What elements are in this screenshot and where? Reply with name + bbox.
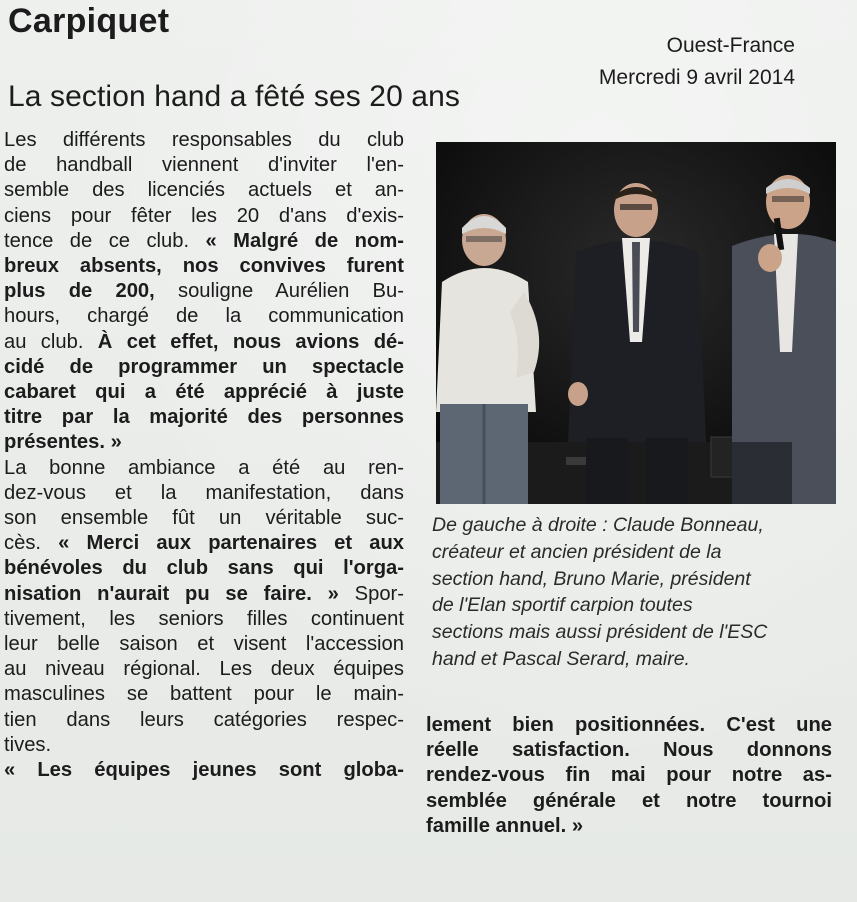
article-text-line: Les différents responsables du club <box>4 129 404 151</box>
caption-line: De gauche à droite : Claude Bonneau, <box>432 514 764 536</box>
source-block <box>599 30 795 94</box>
article-text-line: tien dans leurs catégories respec- <box>4 708 404 731</box>
article-text-line <box>4 531 404 556</box>
article-text-line: rendez-vous fin mai pour notre as- <box>426 764 832 787</box>
article-text-line: semblée générale et notre tournoi <box>426 789 832 812</box>
article-text-line <box>4 229 404 254</box>
body-text: au club. <box>4 330 98 353</box>
caption-line: de l'Elan sportif carpion toutes <box>432 594 693 617</box>
article-text-line: dez-vous et la manifestation, dans <box>4 481 404 504</box>
photo-caption <box>432 512 832 673</box>
caption-line: sections mais aussi président de l'ESC <box>432 621 768 644</box>
article-text-line <box>4 279 404 304</box>
photo-three-men-on-stage <box>436 142 836 504</box>
article-text-line: La bonne ambiance a été au ren- <box>4 456 404 479</box>
article-text-line: présentes. » <box>4 431 122 454</box>
article-text-line <box>4 330 404 355</box>
article-text-line: masculines se battent pour le main- <box>4 683 404 706</box>
section-name: Carpiquet <box>8 2 170 40</box>
article-text-line: cidé de programmer un spectacle <box>4 355 404 378</box>
quote-text: « Malgré de nom- <box>205 229 404 252</box>
article-left-column <box>4 128 404 783</box>
article-text-line: leur belle saison et visent l'accession <box>4 633 404 656</box>
article-text-line: de handball viennent d'inviter l'en- <box>4 154 404 177</box>
article-text-line: son ensemble fût un véritable suc- <box>4 507 404 530</box>
show-through-texture: ᠎ ᠎ ᠎ ᠎ ᠎ ᠎ <box>195 2 215 18</box>
caption-line: créateur et ancien président de la <box>432 540 722 563</box>
article-text-line: breux absents, nos convives furent <box>4 255 404 278</box>
article-photo <box>436 142 836 504</box>
article-text-line: tives. <box>4 733 52 756</box>
article-text-line: lement bien positionnées. C'est une <box>426 714 832 736</box>
article-headline: La section hand a fêté ses 20 ans <box>8 80 460 113</box>
article-text-line: semble des licenciés actuels et an- <box>4 179 404 202</box>
article-text-line: titre par la majorité des personnes <box>4 406 404 429</box>
article-text-line: tivement, les seniors filles continuent <box>4 607 404 630</box>
quote-text: plus de 200, <box>4 280 178 303</box>
body-text: souligne Aurélien Bu- <box>177 280 404 303</box>
body-text: Spor- <box>354 582 404 605</box>
article-text-line: bénévoles du club sans qui l'orga- <box>4 557 404 580</box>
article-text-line: hours, chargé de la communication <box>4 305 404 328</box>
article-text-line <box>4 582 404 607</box>
body-text: cès. <box>4 532 59 555</box>
article-text-line: famille annuel. » <box>426 814 584 837</box>
quote-text: « Merci aux partenaires et aux <box>58 532 404 555</box>
article-text-line: ciens pour fêter les 20 d'ans d'exis- <box>4 204 404 227</box>
article-right-column <box>426 713 832 839</box>
article-text-line: cabaret qui a été apprécié à juste <box>4 381 404 404</box>
body-text: tence de ce club. <box>4 229 206 252</box>
quote-text: À cet effet, nous avions dé- <box>97 330 404 353</box>
caption-line: section hand, Bruno Marie, président <box>432 567 751 590</box>
publication-name: Ouest-France <box>666 34 795 57</box>
article-text-line: « Les équipes jeunes sont globa- <box>4 759 404 782</box>
caption-line: hand et Pascal Serard, maire. <box>432 647 690 670</box>
publication-date: Mercredi 9 avril 2014 <box>598 66 795 89</box>
article-text-line: au niveau régional. Les deux équipes <box>4 658 404 681</box>
quote-text: nisation n'aurait pu se faire. » <box>4 582 355 605</box>
article-text-line: réelle satisfaction. Nous donnons <box>426 739 832 762</box>
